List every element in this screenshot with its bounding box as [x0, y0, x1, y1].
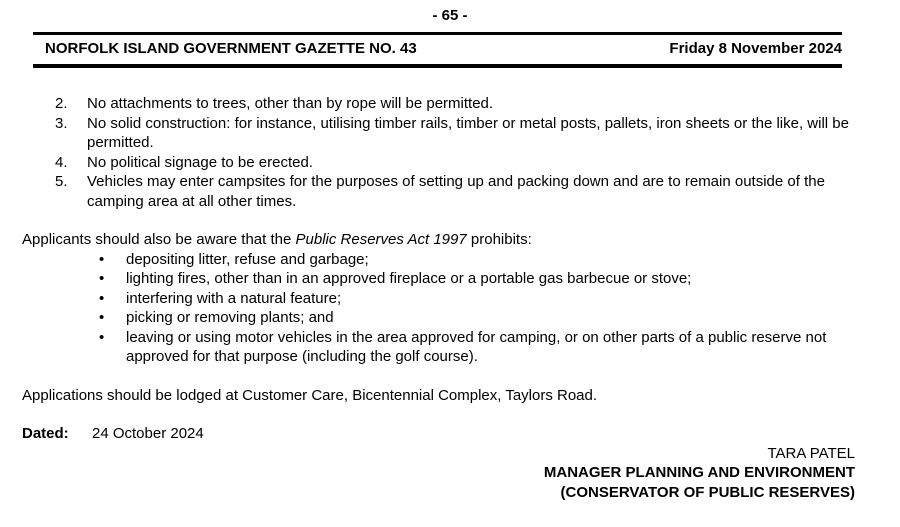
bullet-icon: •	[99, 328, 105, 346]
document-body	[0, 94, 900, 502]
list-item	[0, 114, 900, 153]
prohibitions-intro: Applicants should also be aware that the Public Reserves Act 1997 prohibits:	[22, 231, 532, 248]
dated-value: 24 October 2024	[92, 425, 204, 442]
list-item: • depositing litter, refuse and garbage;	[99, 250, 369, 268]
prohibitions-list	[0, 250, 900, 367]
applications-note: Applications should be lodged at Customer Care, Bicentennial Complex, Taylors Road.	[22, 386, 598, 404]
list-item: • picking or removing plants; and	[99, 309, 334, 326]
signatory-subtitle: (CONSERVATOR OF PUBLIC RESERVES)	[560, 483, 855, 501]
list-item	[0, 94, 900, 114]
item-text: No solid construction: for instance, utilising timber rails, timber or metal posts, pallets, iron sheets or the like, will be permitted.	[87, 114, 849, 151]
header-rule-bottom	[33, 64, 842, 68]
dated-label: Dated:	[22, 425, 69, 442]
bullet-icon: •	[99, 289, 105, 307]
list-item: • interfering with a natural feature;	[99, 289, 342, 307]
signatory-name: TARA PATEL	[767, 444, 855, 462]
list-item: • leaving or using motor vehicles in the area approved for camping, or on other parts of a public reserve not approved for that purpose (including the golf course).	[99, 328, 827, 365]
item-number: 2.	[55, 95, 68, 112]
header-rule-top	[33, 32, 842, 35]
conditions-list	[0, 94, 900, 211]
dated-line	[0, 424, 900, 444]
gazette-title: NORFOLK ISLAND GOVERNMENT GAZETTE NO. 43	[45, 40, 417, 57]
item-text: No political signage to be erected.	[87, 153, 313, 171]
list-item: • lighting fires, other than in an approved fireplace or a portable gas barbecue or stove;	[99, 270, 692, 287]
item-number: 3.	[55, 114, 68, 132]
act-name: Public Reserves Act 1997	[295, 231, 467, 248]
signature-block	[0, 444, 900, 503]
bullet-icon: •	[99, 250, 105, 268]
bullet-icon: •	[99, 309, 105, 326]
signatory-title: MANAGER PLANNING AND ENVIRONMENT	[543, 464, 855, 481]
item-number: 4.	[55, 153, 68, 171]
page-number: - 65 -	[432, 7, 468, 24]
bullet-icon: •	[99, 270, 105, 287]
list-item	[0, 153, 900, 173]
gazette-date: Friday 8 November 2024	[669, 40, 842, 57]
item-text: Vehicles may enter campsites for the purposes of setting up and packing down and are to remain outside of the camping area at all other times.	[87, 173, 825, 210]
list-item	[0, 172, 900, 211]
item-text: No attachments to trees, other than by rope will be permitted.	[87, 95, 494, 112]
item-number: 5.	[55, 173, 68, 190]
